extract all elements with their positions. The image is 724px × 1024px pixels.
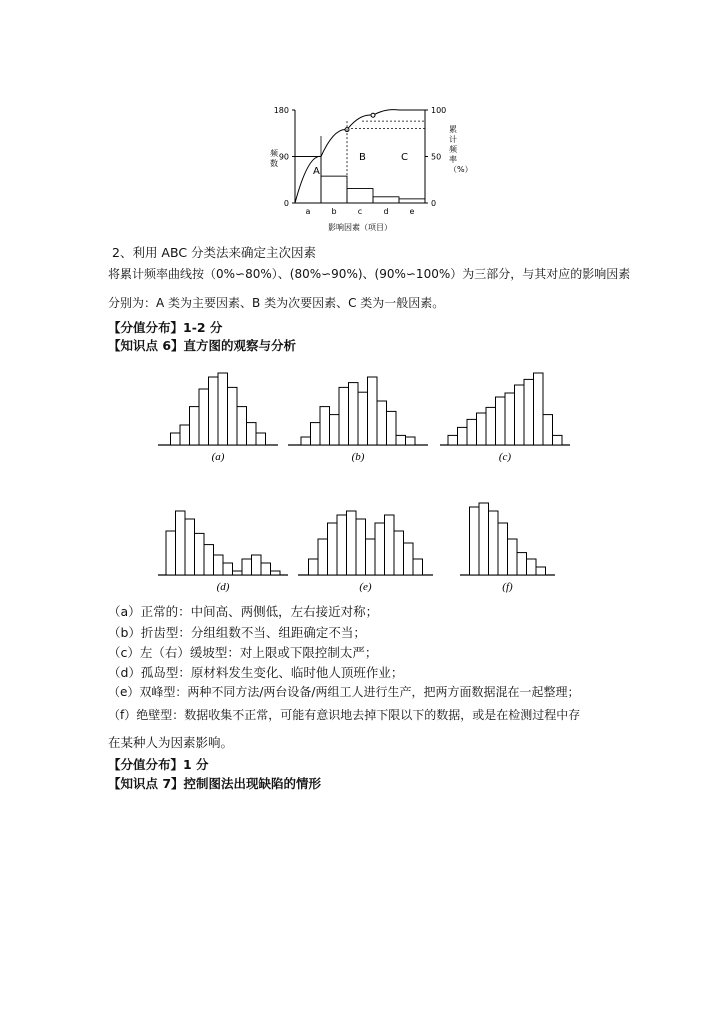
region-label: C [401, 152, 408, 163]
histogram-bar [404, 543, 414, 575]
knowledge-point-6: 【知识点 6】直方图的观察与分析 [108, 338, 297, 353]
category-label: c [357, 207, 363, 216]
description-d: （d）孤岛型：原材料发生变化、临时他人顶班作业； [108, 665, 404, 680]
right-tick-label: 100 [431, 106, 447, 115]
histogram-bar [180, 425, 190, 445]
histogram-bar [204, 545, 214, 575]
histogram-bar [347, 511, 357, 575]
description-f: （f）绝壁型：数据收集不正常，可能有意识地去掉下限以下的数据，或是在检测过程中存 [108, 708, 581, 722]
description-b: （b）折齿型：分组组数不当、组距确定不当； [108, 625, 366, 640]
histogram-bar [318, 539, 328, 575]
histogram-bar [218, 373, 228, 445]
histogram-bar [368, 377, 378, 445]
histogram-bar [311, 423, 321, 445]
histogram-bar [271, 571, 281, 575]
histogram-bar [176, 511, 186, 575]
histogram-bar [320, 407, 330, 445]
histogram-bar [553, 435, 563, 445]
histogram-bar [515, 385, 525, 445]
histogram-bar [256, 433, 266, 445]
histogram-bar [185, 519, 195, 575]
histogram-bar [498, 523, 508, 575]
histogram-bar [328, 523, 338, 575]
left-tick-label: 90 [278, 152, 289, 162]
histogram-bar [339, 387, 349, 445]
region-label: B [359, 152, 366, 163]
histogram-bar [237, 407, 247, 445]
histogram-bar [527, 559, 537, 575]
category-label: d [383, 207, 389, 216]
right-axis-label-char: 频 [449, 145, 457, 154]
region-label: A [313, 166, 320, 177]
left-axis-label-char: 数 [270, 159, 278, 168]
pareto-bar [295, 157, 321, 204]
histogram-label: (f) [502, 581, 513, 593]
score-distribution-1: 【分值分布】1-2 分 [108, 320, 223, 335]
right-axis-label-char: 计 [449, 135, 457, 144]
histogram-bar [534, 373, 544, 445]
histogram-bar [467, 419, 477, 445]
histogram-bar [199, 389, 209, 445]
histogram-bar [166, 531, 176, 575]
histogram-bar [477, 413, 487, 445]
paragraph-abc-line1: 将累计频率曲线按（0%∽80%）、(80%∽90%)、(90%∽100%）为三部分，与其对应的影响因素 [108, 267, 631, 281]
histogram-bar [387, 411, 397, 445]
left-axis-label-char: 频 [270, 149, 278, 158]
histogram-bar [413, 559, 423, 575]
histogram-bar [508, 539, 518, 575]
histogram-bar [190, 407, 200, 445]
right-tick-label: 50 [431, 152, 442, 162]
histogram-bar [214, 555, 224, 575]
histogram-bar [195, 533, 205, 575]
histogram-bar [233, 571, 243, 575]
pareto-bar [321, 176, 347, 203]
histogram-bar [505, 393, 515, 445]
histogram-label: (d) [216, 581, 230, 593]
histogram-bar [356, 519, 366, 575]
histogram-bar [309, 559, 319, 575]
histogram-label: (a) [211, 451, 225, 463]
histogram-bar [247, 423, 257, 445]
right-tick-label: 0 [431, 199, 437, 208]
histogram-grid [150, 350, 580, 600]
histogram-bar [406, 437, 416, 445]
description-e: （e）双峰型：两种不同方法/两台设备/两组工人进行生产，把两方面数据混在一起整理； [108, 685, 580, 699]
histogram-bar [375, 523, 385, 575]
histogram-bar [330, 415, 340, 445]
right-axis-label-char: （%） [449, 165, 473, 174]
histogram-bar [396, 435, 406, 445]
knowledge-point-7: 【知识点 7】控制图法出现缺陷的情形 [108, 776, 322, 791]
description-c: （c）左（右）缓坡型：对上限或下限控制太严； [108, 645, 378, 660]
histogram-bar [171, 433, 181, 445]
histogram-bar [479, 503, 489, 575]
left-tick-label: 180 [273, 106, 289, 115]
cumulative-marker [371, 113, 375, 117]
histogram-bar [489, 511, 499, 575]
pareto-chart [250, 90, 480, 240]
histogram-bar [543, 415, 553, 445]
histogram-bar [486, 407, 496, 445]
category-label: b [331, 207, 337, 216]
histogram-bar [524, 379, 534, 445]
histogram-label: (e) [359, 581, 372, 593]
score-distribution-2: 【分值分布】1 分 [108, 757, 209, 772]
right-axis-label-char: 累 [449, 125, 457, 134]
histogram-bar [496, 397, 506, 445]
histogram-bar [366, 539, 376, 575]
histogram-bar [349, 383, 359, 445]
pareto-bar [399, 199, 425, 203]
histogram-bar [337, 515, 347, 575]
description-a: （a）正常的：中间高、两侧低，左右接近对称； [108, 604, 379, 619]
histogram-bar [470, 507, 480, 575]
description-f-continued: 在某种人为因素影响。 [108, 735, 234, 750]
histogram-bar [517, 553, 527, 575]
category-label: e [409, 207, 415, 216]
histogram-label: (c) [498, 451, 512, 463]
heading-abc-method: 2、利用 ABC 分类法来确定主次因素 [112, 245, 317, 260]
right-axis-label-char: 率 [449, 155, 457, 164]
pareto-bar [373, 197, 399, 203]
histogram-bar [252, 555, 262, 575]
histogram-bar [448, 435, 458, 445]
histogram-bar [209, 377, 219, 445]
paragraph-abc-line2: 分别为：A 类为主要因素、B 类为次要因素、C 类为一般因素。 [108, 296, 445, 310]
histogram-bar [228, 387, 238, 445]
histogram-label: (b) [351, 451, 365, 463]
histogram-bar [394, 531, 404, 575]
left-tick-label: 0 [283, 199, 289, 208]
x-axis-title: 影响因素（项目） [328, 223, 392, 232]
histogram-bar [377, 401, 387, 445]
category-label: a [305, 207, 311, 216]
histogram-bar [536, 567, 546, 575]
pareto-bar [347, 189, 373, 203]
histogram-bar [261, 563, 271, 575]
histogram-bar [301, 437, 311, 445]
histogram-bar [223, 563, 233, 575]
histogram-bar [385, 515, 395, 575]
histogram-bar [358, 392, 368, 445]
histogram-bar [458, 427, 468, 445]
histogram-bar [242, 559, 252, 575]
